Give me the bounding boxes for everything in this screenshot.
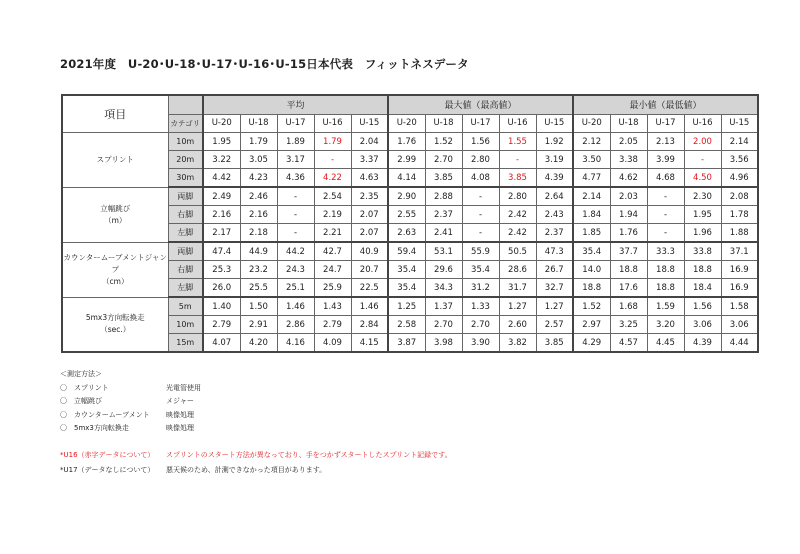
- group-header: 最小値（最低値）: [573, 95, 758, 114]
- category-cell: 10m: [168, 133, 203, 151]
- value-cell: 50.5: [499, 242, 536, 261]
- value-cell: 29.6: [425, 261, 462, 279]
- value-cell: 22.5: [351, 279, 388, 298]
- value-cell: -: [462, 206, 499, 224]
- value-cell: 3.98: [425, 334, 462, 353]
- value-cell: 37.7: [610, 242, 647, 261]
- value-cell: 2.13: [647, 133, 684, 151]
- value-cell: 18.8: [647, 261, 684, 279]
- value-cell: 3.90: [462, 334, 499, 353]
- value-cell: 4.07: [203, 334, 240, 353]
- value-cell: 3.37: [351, 151, 388, 169]
- value-cell: -: [462, 224, 499, 243]
- value-cell: 2.70: [425, 151, 462, 169]
- value-cell: 2.70: [462, 316, 499, 334]
- test-item-name: カウンタームーブメントジャンプ （cm）: [62, 242, 168, 297]
- age-header: U-20: [203, 114, 240, 133]
- value-cell: 47.4: [203, 242, 240, 261]
- value-cell: 2.63: [388, 224, 425, 243]
- value-cell: 4.62: [610, 169, 647, 188]
- method-label: 〇 立幅跳び: [60, 397, 102, 406]
- value-cell: 17.6: [610, 279, 647, 298]
- footnote-label-u17: *U17（データなしについて）: [60, 466, 155, 474]
- value-cell: 1.58: [721, 297, 758, 316]
- value-cell: 25.9: [314, 279, 351, 298]
- age-header: U-15: [351, 114, 388, 133]
- value-cell: 4.39: [536, 169, 573, 188]
- table-row: [62, 242, 758, 261]
- value-cell: 18.8: [573, 279, 610, 298]
- value-cell: -: [499, 151, 536, 169]
- value-cell: 1.27: [499, 297, 536, 316]
- value-cell: 2.03: [610, 187, 647, 206]
- value-cell: 4.23: [240, 169, 277, 188]
- value-cell: 25.5: [240, 279, 277, 298]
- value-cell: -: [647, 224, 684, 243]
- method-value: メジャー: [166, 397, 194, 406]
- value-cell: 1.85: [573, 224, 610, 243]
- value-cell: 2.80: [462, 151, 499, 169]
- item-header: 項目: [62, 95, 168, 133]
- value-cell: 26.0: [203, 279, 240, 298]
- value-cell: 18.8: [647, 279, 684, 298]
- value-cell: 2.07: [351, 224, 388, 243]
- age-header: U-18: [425, 114, 462, 133]
- category-cell: 両脚: [168, 242, 203, 261]
- value-cell: 3.06: [721, 316, 758, 334]
- value-cell: 4.36: [277, 169, 314, 188]
- age-header: U-17: [462, 114, 499, 133]
- value-cell: 40.9: [351, 242, 388, 261]
- value-cell: 24.3: [277, 261, 314, 279]
- value-cell: 2.79: [314, 316, 351, 334]
- value-cell: 2.00: [684, 133, 721, 151]
- value-cell: 1.78: [721, 206, 758, 224]
- footnote-label-u16: *U16（赤字データについて）: [60, 451, 155, 459]
- value-cell: 33.3: [647, 242, 684, 261]
- value-cell: 2.99: [388, 151, 425, 169]
- value-cell: 31.7: [499, 279, 536, 298]
- value-cell: 2.57: [536, 316, 573, 334]
- value-cell: 1.55: [499, 133, 536, 151]
- value-cell: 2.37: [425, 206, 462, 224]
- category-cell: 左脚: [168, 224, 203, 243]
- category-header-blank: [168, 95, 203, 114]
- value-cell: 18.8: [684, 261, 721, 279]
- value-cell: 3.25: [610, 316, 647, 334]
- value-cell: -: [277, 187, 314, 206]
- value-cell: 1.95: [684, 206, 721, 224]
- value-cell: 2.90: [388, 187, 425, 206]
- value-cell: 4.44: [721, 334, 758, 353]
- value-cell: 1.33: [462, 297, 499, 316]
- methods-heading: ＜測定方法＞: [60, 370, 102, 378]
- value-cell: 2.46: [240, 187, 277, 206]
- footnote-text-u17: 悪天候のため、計測できなかった項目があります。: [166, 466, 327, 474]
- value-cell: 4.68: [647, 169, 684, 188]
- value-cell: 2.12: [573, 133, 610, 151]
- value-cell: 1.46: [351, 297, 388, 316]
- value-cell: 47.3: [536, 242, 573, 261]
- value-cell: 24.7: [314, 261, 351, 279]
- value-cell: 1.27: [536, 297, 573, 316]
- group-header: 平均: [203, 95, 388, 114]
- age-header: U-17: [277, 114, 314, 133]
- value-cell: 2.42: [499, 206, 536, 224]
- value-cell: -: [277, 224, 314, 243]
- value-cell: 59.4: [388, 242, 425, 261]
- value-cell: -: [647, 206, 684, 224]
- test-item-name: スプリント: [62, 133, 168, 188]
- value-cell: 32.7: [536, 279, 573, 298]
- category-cell: 10m: [168, 316, 203, 334]
- value-cell: 3.87: [388, 334, 425, 353]
- value-cell: 2.41: [425, 224, 462, 243]
- value-cell: 3.20: [647, 316, 684, 334]
- value-cell: 2.17: [203, 224, 240, 243]
- value-cell: 16.9: [721, 279, 758, 298]
- value-cell: 2.91: [240, 316, 277, 334]
- value-cell: 3.19: [536, 151, 573, 169]
- value-cell: 4.20: [240, 334, 277, 353]
- value-cell: 1.79: [240, 133, 277, 151]
- method-value: 光電管使用: [166, 383, 201, 392]
- value-cell: 33.8: [684, 242, 721, 261]
- value-cell: 1.76: [388, 133, 425, 151]
- page-title: 2021年度 U-20･U-18･U-17･U-16･U-15日本代表 フィットネスデータ: [60, 57, 469, 71]
- age-header: U-16: [499, 114, 536, 133]
- value-cell: 4.22: [314, 169, 351, 188]
- test-item-name: 立幅跳び （m）: [62, 187, 168, 242]
- value-cell: 2.04: [351, 133, 388, 151]
- value-cell: 1.43: [314, 297, 351, 316]
- value-cell: 4.45: [647, 334, 684, 353]
- category-cell: 右脚: [168, 206, 203, 224]
- group-header: 最大値（最高値）: [388, 95, 573, 114]
- value-cell: 2.14: [573, 187, 610, 206]
- value-cell: 1.96: [684, 224, 721, 243]
- value-cell: 3.56: [721, 151, 758, 169]
- value-cell: 31.2: [462, 279, 499, 298]
- value-cell: 3.38: [610, 151, 647, 169]
- value-cell: 2.37: [536, 224, 573, 243]
- age-header: U-17: [647, 114, 684, 133]
- age-header: U-18: [610, 114, 647, 133]
- value-cell: 2.70: [425, 316, 462, 334]
- value-cell: -: [647, 187, 684, 206]
- value-cell: 1.79: [314, 133, 351, 151]
- category-cell: 右脚: [168, 261, 203, 279]
- value-cell: 35.4: [573, 242, 610, 261]
- value-cell: 4.09: [314, 334, 351, 353]
- value-cell: 1.95: [203, 133, 240, 151]
- age-header: U-15: [721, 114, 758, 133]
- age-header: U-18: [240, 114, 277, 133]
- age-header: U-16: [684, 114, 721, 133]
- value-cell: 2.14: [721, 133, 758, 151]
- value-cell: 16.9: [721, 261, 758, 279]
- value-cell: 14.0: [573, 261, 610, 279]
- value-cell: 3.05: [240, 151, 277, 169]
- value-cell: 28.6: [499, 261, 536, 279]
- value-cell: 2.55: [388, 206, 425, 224]
- value-cell: 42.7: [314, 242, 351, 261]
- value-cell: 4.63: [351, 169, 388, 188]
- category-cell: 左脚: [168, 279, 203, 298]
- value-cell: 26.7: [536, 261, 573, 279]
- value-cell: 55.9: [462, 242, 499, 261]
- age-header: U-20: [388, 114, 425, 133]
- value-cell: 3.22: [203, 151, 240, 169]
- value-cell: 3.06: [684, 316, 721, 334]
- category-cell: 20m: [168, 151, 203, 169]
- value-cell: 35.4: [388, 261, 425, 279]
- value-cell: 1.68: [610, 297, 647, 316]
- value-cell: 2.54: [314, 187, 351, 206]
- method-value: 映像処理: [166, 410, 194, 419]
- age-header: U-20: [573, 114, 610, 133]
- value-cell: 2.86: [277, 316, 314, 334]
- value-cell: 2.79: [203, 316, 240, 334]
- value-cell: 1.37: [425, 297, 462, 316]
- method-value: 映像処理: [166, 424, 194, 433]
- value-cell: 1.84: [573, 206, 610, 224]
- value-cell: 4.29: [573, 334, 610, 353]
- value-cell: -: [314, 151, 351, 169]
- value-cell: 1.52: [425, 133, 462, 151]
- test-item-name: 5mx3方向転換走 （sec.）: [62, 297, 168, 352]
- table-row: [62, 187, 758, 206]
- value-cell: 1.56: [462, 133, 499, 151]
- value-cell: 2.43: [536, 206, 573, 224]
- value-cell: 2.80: [499, 187, 536, 206]
- value-cell: 2.08: [721, 187, 758, 206]
- value-cell: 34.3: [425, 279, 462, 298]
- value-cell: 1.92: [536, 133, 573, 151]
- value-cell: -: [462, 187, 499, 206]
- value-cell: 35.4: [462, 261, 499, 279]
- value-cell: 44.2: [277, 242, 314, 261]
- value-cell: 4.16: [277, 334, 314, 353]
- value-cell: 2.42: [499, 224, 536, 243]
- value-cell: 44.9: [240, 242, 277, 261]
- value-cell: 2.64: [536, 187, 573, 206]
- category-cell: 30m: [168, 169, 203, 188]
- value-cell: 1.88: [721, 224, 758, 243]
- value-cell: 1.76: [610, 224, 647, 243]
- value-cell: 2.49: [203, 187, 240, 206]
- footnote-text-u16: スプリントのスタート方法が異なっており、手をつかずスタートしたスプリント記録です。: [166, 451, 452, 459]
- value-cell: 2.60: [499, 316, 536, 334]
- value-cell: 4.57: [610, 334, 647, 353]
- value-cell: 1.50: [240, 297, 277, 316]
- value-cell: 4.08: [462, 169, 499, 188]
- value-cell: 4.14: [388, 169, 425, 188]
- value-cell: 2.35: [351, 187, 388, 206]
- value-cell: 1.25: [388, 297, 425, 316]
- value-cell: 2.21: [314, 224, 351, 243]
- value-cell: 4.96: [721, 169, 758, 188]
- value-cell: 23.2: [240, 261, 277, 279]
- value-cell: 2.84: [351, 316, 388, 334]
- value-cell: 3.82: [499, 334, 536, 353]
- value-cell: 3.85: [499, 169, 536, 188]
- value-cell: 3.85: [536, 334, 573, 353]
- age-header: U-15: [536, 114, 573, 133]
- value-cell: 4.77: [573, 169, 610, 188]
- value-cell: 4.15: [351, 334, 388, 353]
- value-cell: 25.3: [203, 261, 240, 279]
- age-header: U-16: [314, 114, 351, 133]
- value-cell: 4.50: [684, 169, 721, 188]
- table-row: [62, 297, 758, 316]
- value-cell: 18.8: [610, 261, 647, 279]
- value-cell: 18.4: [684, 279, 721, 298]
- value-cell: 35.4: [388, 279, 425, 298]
- method-label: 〇 カウンタームーブメント: [60, 410, 150, 419]
- value-cell: 25.1: [277, 279, 314, 298]
- value-cell: -: [277, 206, 314, 224]
- category-cell: 5m: [168, 297, 203, 316]
- value-cell: 2.05: [610, 133, 647, 151]
- value-cell: 1.59: [647, 297, 684, 316]
- method-label: 〇 5mx3方向転換走: [60, 424, 129, 433]
- value-cell: 2.07: [351, 206, 388, 224]
- value-cell: 2.16: [203, 206, 240, 224]
- value-cell: 2.97: [573, 316, 610, 334]
- category-header: カテゴリ: [168, 114, 203, 133]
- value-cell: 1.40: [203, 297, 240, 316]
- value-cell: 1.94: [610, 206, 647, 224]
- value-cell: -: [684, 151, 721, 169]
- value-cell: 2.16: [240, 206, 277, 224]
- value-cell: 3.17: [277, 151, 314, 169]
- value-cell: 37.1: [721, 242, 758, 261]
- value-cell: 4.42: [203, 169, 240, 188]
- value-cell: 2.58: [388, 316, 425, 334]
- value-cell: 20.7: [351, 261, 388, 279]
- value-cell: 3.85: [425, 169, 462, 188]
- value-cell: 2.88: [425, 187, 462, 206]
- value-cell: 1.56: [684, 297, 721, 316]
- value-cell: 1.52: [573, 297, 610, 316]
- category-cell: 両脚: [168, 187, 203, 206]
- value-cell: 2.30: [684, 187, 721, 206]
- value-cell: 3.50: [573, 151, 610, 169]
- fitness-data-table: [61, 94, 759, 353]
- value-cell: 53.1: [425, 242, 462, 261]
- value-cell: 1.46: [277, 297, 314, 316]
- method-label: 〇 スプリント: [60, 383, 109, 392]
- value-cell: 2.18: [240, 224, 277, 243]
- value-cell: 1.89: [277, 133, 314, 151]
- value-cell: 3.99: [647, 151, 684, 169]
- value-cell: 2.19: [314, 206, 351, 224]
- category-cell: 15m: [168, 334, 203, 353]
- value-cell: 4.39: [684, 334, 721, 353]
- table-row: [62, 133, 758, 151]
